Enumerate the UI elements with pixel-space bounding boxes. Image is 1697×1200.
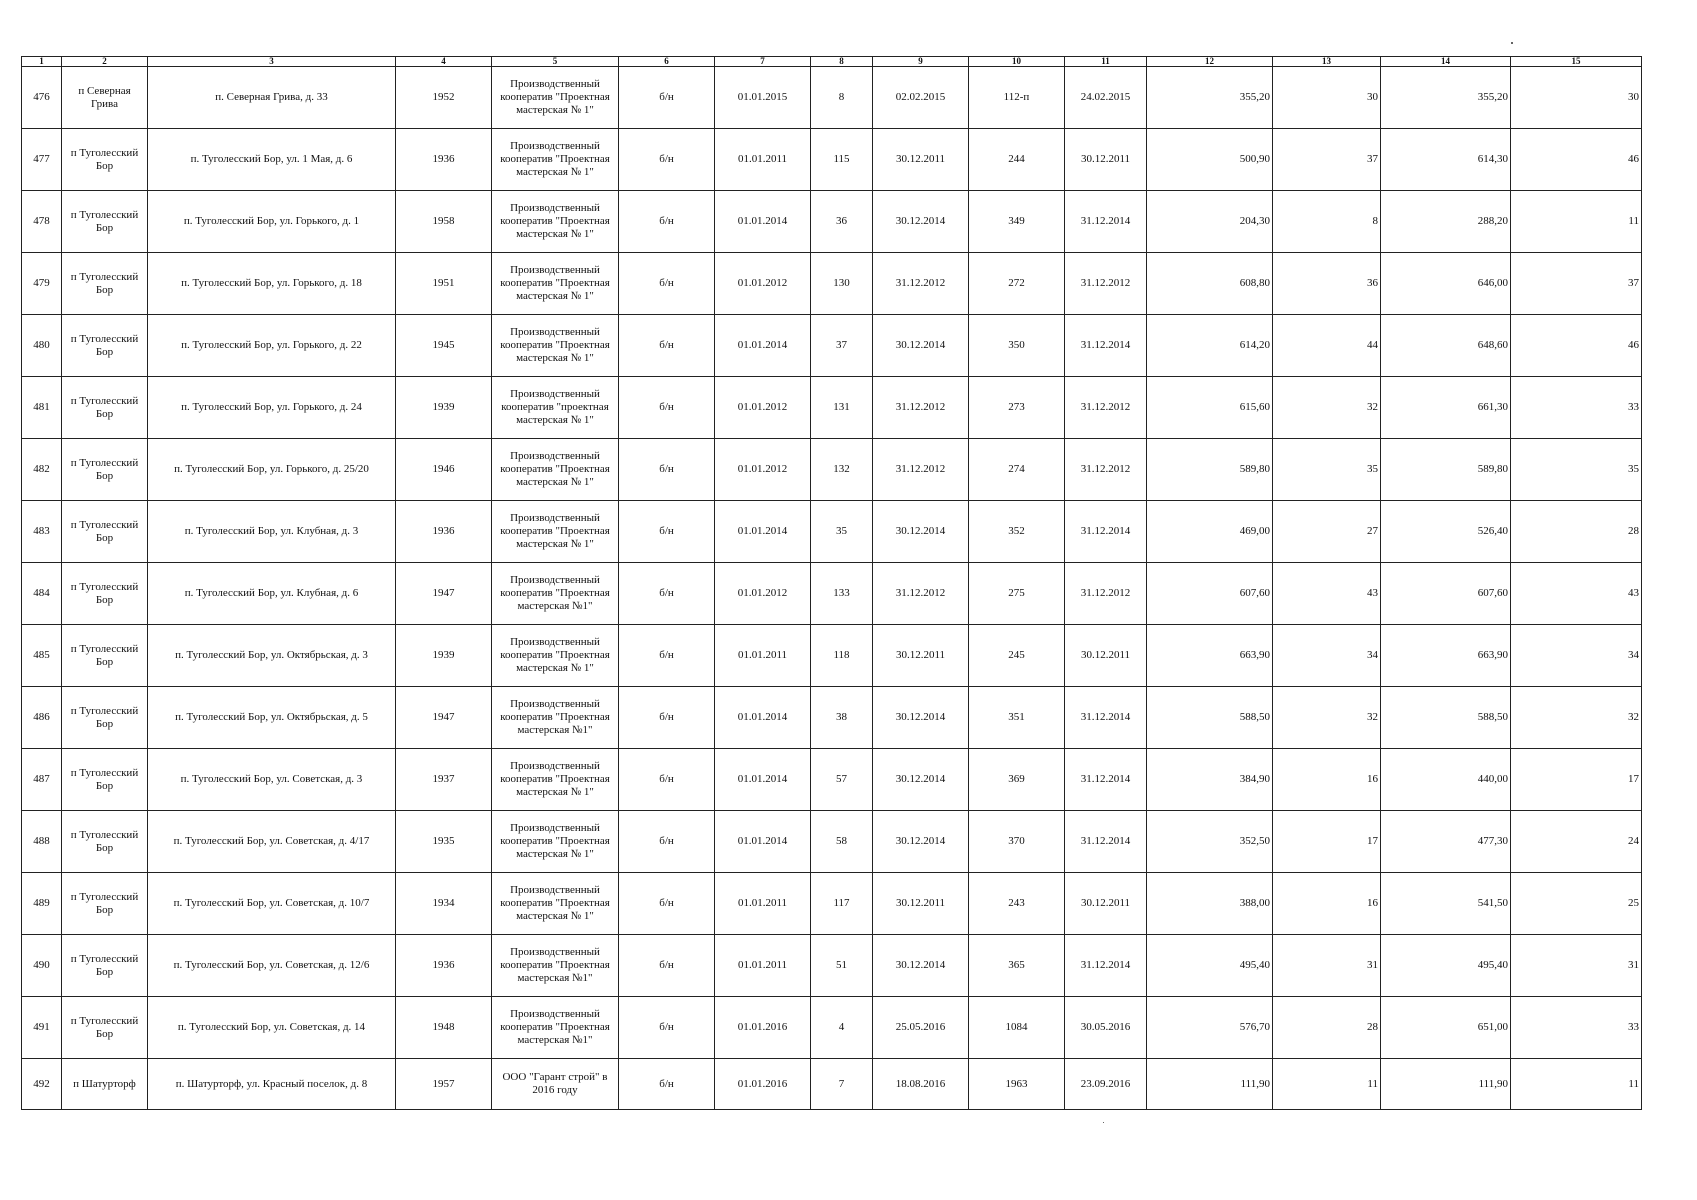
address-cell: п. Туголесский Бор, ул. Горького, д. 18 bbox=[148, 253, 396, 315]
act-date-cell: 31.12.2012 bbox=[1065, 439, 1147, 501]
act-date-cell: 31.12.2014 bbox=[1065, 191, 1147, 253]
start-date-cell: 01.01.2012 bbox=[715, 377, 811, 439]
document-number-cell: б/н bbox=[619, 253, 715, 315]
row-number-cell: 490 bbox=[22, 935, 62, 997]
act-date-cell: 31.12.2012 bbox=[1065, 253, 1147, 315]
area-after-cell: 614,30 bbox=[1381, 129, 1511, 191]
order-number-cell: 58 bbox=[811, 811, 873, 873]
act-number-cell: 245 bbox=[969, 625, 1065, 687]
order-date-cell: 30.12.2014 bbox=[873, 501, 969, 563]
settlement-name-cell: п Туголесский Бор bbox=[62, 811, 148, 873]
settlement-name-cell: п Туголесский Бор bbox=[62, 501, 148, 563]
count-before-cell: 30 bbox=[1273, 67, 1381, 129]
start-date-cell: 01.01.2014 bbox=[715, 811, 811, 873]
start-date-cell: 01.01.2011 bbox=[715, 129, 811, 191]
document-number-cell: б/н bbox=[619, 687, 715, 749]
address-cell: п. Туголесский Бор, ул. Советская, д. 12/6 bbox=[148, 935, 396, 997]
table-row bbox=[22, 997, 1642, 1059]
order-number-cell: 115 bbox=[811, 129, 873, 191]
count-before-cell: 35 bbox=[1273, 439, 1381, 501]
count-before-cell: 32 bbox=[1273, 377, 1381, 439]
contractor-cell: Производственный кооператив "Проектная мастерская № 1" bbox=[492, 811, 619, 873]
act-number-cell: 273 bbox=[969, 377, 1065, 439]
count-after-cell: 46 bbox=[1511, 129, 1642, 191]
area-before-cell: 589,80 bbox=[1147, 439, 1273, 501]
table-row bbox=[22, 873, 1642, 935]
column-header-1: 1 bbox=[22, 57, 62, 67]
settlement-name-cell: п Туголесский Бор bbox=[62, 129, 148, 191]
area-after-cell: 111,90 bbox=[1381, 1059, 1511, 1110]
order-date-cell: 02.02.2015 bbox=[873, 67, 969, 129]
build-year-cell: 1939 bbox=[396, 625, 492, 687]
area-before-cell: 663,90 bbox=[1147, 625, 1273, 687]
document-number-cell: б/н bbox=[619, 811, 715, 873]
act-date-cell: 31.12.2012 bbox=[1065, 563, 1147, 625]
document-number-cell: б/н bbox=[619, 563, 715, 625]
order-date-cell: 31.12.2012 bbox=[873, 377, 969, 439]
area-before-cell: 608,80 bbox=[1147, 253, 1273, 315]
table-row bbox=[22, 67, 1642, 129]
area-after-cell: 651,00 bbox=[1381, 997, 1511, 1059]
start-date-cell: 01.01.2014 bbox=[715, 501, 811, 563]
start-date-cell: 01.01.2016 bbox=[715, 997, 811, 1059]
count-before-cell: 36 bbox=[1273, 253, 1381, 315]
row-number-cell: 476 bbox=[22, 67, 62, 129]
column-header-4: 4 bbox=[396, 57, 492, 67]
header-row bbox=[22, 57, 1642, 67]
area-before-cell: 204,30 bbox=[1147, 191, 1273, 253]
act-date-cell: 31.12.2012 bbox=[1065, 377, 1147, 439]
registry-sheet bbox=[21, 56, 1642, 1110]
settlement-name-cell: п Туголесский Бор bbox=[62, 687, 148, 749]
address-cell: п. Туголесский Бор, ул. Клубная, д. 3 bbox=[148, 501, 396, 563]
act-number-cell: 1084 bbox=[969, 997, 1065, 1059]
act-number-cell: 351 bbox=[969, 687, 1065, 749]
area-before-cell: 111,90 bbox=[1147, 1059, 1273, 1110]
count-before-cell: 37 bbox=[1273, 129, 1381, 191]
document-number-cell: б/н bbox=[619, 129, 715, 191]
address-cell: п. Туголесский Бор, ул. Советская, д. 3 bbox=[148, 749, 396, 811]
count-before-cell: 11 bbox=[1273, 1059, 1381, 1110]
area-before-cell: 469,00 bbox=[1147, 501, 1273, 563]
table-row bbox=[22, 625, 1642, 687]
act-number-cell: 272 bbox=[969, 253, 1065, 315]
settlement-name-cell: п Шатурторф bbox=[62, 1059, 148, 1110]
column-header-10: 10 bbox=[969, 57, 1065, 67]
column-header-9: 9 bbox=[873, 57, 969, 67]
start-date-cell: 01.01.2012 bbox=[715, 439, 811, 501]
contractor-cell: Производственный кооператив "Проектная мастерская № 1" bbox=[492, 315, 619, 377]
count-before-cell: 16 bbox=[1273, 873, 1381, 935]
order-date-cell: 25.05.2016 bbox=[873, 997, 969, 1059]
contractor-cell: Производственный кооператив "Проектная мастерская №1" bbox=[492, 687, 619, 749]
address-cell: п. Туголесский Бор, ул. Советская, д. 14 bbox=[148, 997, 396, 1059]
count-after-cell: 46 bbox=[1511, 315, 1642, 377]
build-year-cell: 1951 bbox=[396, 253, 492, 315]
row-number-cell: 480 bbox=[22, 315, 62, 377]
order-date-cell: 31.12.2012 bbox=[873, 439, 969, 501]
contractor-cell: Производственный кооператив "Проектная мастерская № 1" bbox=[492, 67, 619, 129]
settlement-name-cell: п Туголесский Бор bbox=[62, 315, 148, 377]
count-after-cell: 17 bbox=[1511, 749, 1642, 811]
contractor-cell: Производственный кооператив "Проектная мастерская № 1" bbox=[492, 749, 619, 811]
table-row bbox=[22, 1059, 1642, 1110]
act-number-cell: 244 bbox=[969, 129, 1065, 191]
area-before-cell: 607,60 bbox=[1147, 563, 1273, 625]
build-year-cell: 1937 bbox=[396, 749, 492, 811]
column-header-7: 7 bbox=[715, 57, 811, 67]
area-after-cell: 663,90 bbox=[1381, 625, 1511, 687]
address-cell: п. Туголесский Бор, ул. 1 Мая, д. 6 bbox=[148, 129, 396, 191]
area-after-cell: 526,40 bbox=[1381, 501, 1511, 563]
table-row bbox=[22, 749, 1642, 811]
act-date-cell: 31.12.2014 bbox=[1065, 501, 1147, 563]
document-number-cell: б/н bbox=[619, 377, 715, 439]
table-row bbox=[22, 687, 1642, 749]
column-header-5: 5 bbox=[492, 57, 619, 67]
table-row bbox=[22, 439, 1642, 501]
count-after-cell: 11 bbox=[1511, 191, 1642, 253]
column-number-header bbox=[22, 57, 1642, 67]
build-year-cell: 1939 bbox=[396, 377, 492, 439]
settlement-name-cell: п Туголесский Бор bbox=[62, 625, 148, 687]
build-year-cell: 1958 bbox=[396, 191, 492, 253]
document-number-cell: б/н bbox=[619, 191, 715, 253]
column-header-6: 6 bbox=[619, 57, 715, 67]
area-after-cell: 648,60 bbox=[1381, 315, 1511, 377]
count-after-cell: 43 bbox=[1511, 563, 1642, 625]
column-header-2: 2 bbox=[62, 57, 148, 67]
area-before-cell: 500,90 bbox=[1147, 129, 1273, 191]
order-date-cell: 30.12.2014 bbox=[873, 191, 969, 253]
start-date-cell: 01.01.2014 bbox=[715, 315, 811, 377]
act-date-cell: 30.12.2011 bbox=[1065, 129, 1147, 191]
order-number-cell: 36 bbox=[811, 191, 873, 253]
scan-speck bbox=[1511, 42, 1513, 44]
document-number-cell: б/н bbox=[619, 315, 715, 377]
area-after-cell: 495,40 bbox=[1381, 935, 1511, 997]
act-date-cell: 31.12.2014 bbox=[1065, 811, 1147, 873]
table-row bbox=[22, 315, 1642, 377]
build-year-cell: 1935 bbox=[396, 811, 492, 873]
table-row bbox=[22, 377, 1642, 439]
act-number-cell: 274 bbox=[969, 439, 1065, 501]
registry-table bbox=[21, 56, 1642, 1110]
area-after-cell: 355,20 bbox=[1381, 67, 1511, 129]
build-year-cell: 1952 bbox=[396, 67, 492, 129]
start-date-cell: 01.01.2014 bbox=[715, 191, 811, 253]
address-cell: п. Туголесский Бор, ул. Октябрьская, д. 5 bbox=[148, 687, 396, 749]
order-number-cell: 118 bbox=[811, 625, 873, 687]
address-cell: п. Туголесский Бор, ул. Клубная, д. 6 bbox=[148, 563, 396, 625]
act-date-cell: 31.12.2014 bbox=[1065, 687, 1147, 749]
area-before-cell: 388,00 bbox=[1147, 873, 1273, 935]
count-after-cell: 37 bbox=[1511, 253, 1642, 315]
address-cell: п. Туголесский Бор, ул. Октябрьская, д. 3 bbox=[148, 625, 396, 687]
count-before-cell: 44 bbox=[1273, 315, 1381, 377]
row-number-cell: 477 bbox=[22, 129, 62, 191]
row-number-cell: 485 bbox=[22, 625, 62, 687]
address-cell: п. Туголесский Бор, ул. Горького, д. 22 bbox=[148, 315, 396, 377]
area-after-cell: 541,50 bbox=[1381, 873, 1511, 935]
act-number-cell: 352 bbox=[969, 501, 1065, 563]
address-cell: п. Туголесский Бор, ул. Советская, д. 4/17 bbox=[148, 811, 396, 873]
row-number-cell: 481 bbox=[22, 377, 62, 439]
area-after-cell: 661,30 bbox=[1381, 377, 1511, 439]
area-before-cell: 614,20 bbox=[1147, 315, 1273, 377]
order-number-cell: 4 bbox=[811, 997, 873, 1059]
count-after-cell: 30 bbox=[1511, 67, 1642, 129]
count-before-cell: 34 bbox=[1273, 625, 1381, 687]
row-number-cell: 484 bbox=[22, 563, 62, 625]
build-year-cell: 1936 bbox=[396, 129, 492, 191]
order-date-cell: 30.12.2014 bbox=[873, 687, 969, 749]
count-after-cell: 33 bbox=[1511, 997, 1642, 1059]
table-row bbox=[22, 501, 1642, 563]
settlement-name-cell: п Туголесский Бор bbox=[62, 439, 148, 501]
document-number-cell: б/н bbox=[619, 625, 715, 687]
row-number-cell: 486 bbox=[22, 687, 62, 749]
area-before-cell: 576,70 bbox=[1147, 997, 1273, 1059]
settlement-name-cell: п Туголесский Бор bbox=[62, 253, 148, 315]
count-before-cell: 31 bbox=[1273, 935, 1381, 997]
act-number-cell: 349 bbox=[969, 191, 1065, 253]
address-cell: п. Туголесский Бор, ул. Советская, д. 10/7 bbox=[148, 873, 396, 935]
order-number-cell: 131 bbox=[811, 377, 873, 439]
table-row bbox=[22, 935, 1642, 997]
column-header-14: 14 bbox=[1381, 57, 1511, 67]
area-before-cell: 384,90 bbox=[1147, 749, 1273, 811]
address-cell: п. Туголесский Бор, ул. Горького, д. 24 bbox=[148, 377, 396, 439]
registry-rows bbox=[22, 67, 1642, 1110]
row-number-cell: 479 bbox=[22, 253, 62, 315]
order-number-cell: 57 bbox=[811, 749, 873, 811]
order-number-cell: 132 bbox=[811, 439, 873, 501]
build-year-cell: 1936 bbox=[396, 501, 492, 563]
row-number-cell: 488 bbox=[22, 811, 62, 873]
contractor-cell: Производственный кооператив "Проектная мастерская № 1" bbox=[492, 873, 619, 935]
count-before-cell: 28 bbox=[1273, 997, 1381, 1059]
document-number-cell: б/н bbox=[619, 67, 715, 129]
table-row bbox=[22, 253, 1642, 315]
row-number-cell: 482 bbox=[22, 439, 62, 501]
order-number-cell: 37 bbox=[811, 315, 873, 377]
count-after-cell: 32 bbox=[1511, 687, 1642, 749]
start-date-cell: 01.01.2012 bbox=[715, 253, 811, 315]
settlement-name-cell: п Туголесский Бор bbox=[62, 997, 148, 1059]
area-before-cell: 615,60 bbox=[1147, 377, 1273, 439]
start-date-cell: 01.01.2016 bbox=[715, 1059, 811, 1110]
act-number-cell: 350 bbox=[969, 315, 1065, 377]
document-number-cell: б/н bbox=[619, 997, 715, 1059]
order-number-cell: 117 bbox=[811, 873, 873, 935]
row-number-cell: 483 bbox=[22, 501, 62, 563]
contractor-cell: Производственный кооператив "Проектная мастерская № 1" bbox=[492, 129, 619, 191]
start-date-cell: 01.01.2012 bbox=[715, 563, 811, 625]
order-number-cell: 35 bbox=[811, 501, 873, 563]
build-year-cell: 1957 bbox=[396, 1059, 492, 1110]
count-after-cell: 24 bbox=[1511, 811, 1642, 873]
act-number-cell: 370 bbox=[969, 811, 1065, 873]
order-number-cell: 8 bbox=[811, 67, 873, 129]
count-after-cell: 11 bbox=[1511, 1059, 1642, 1110]
order-date-cell: 18.08.2016 bbox=[873, 1059, 969, 1110]
contractor-cell: Производственный кооператив "Проектная мастерская №1" bbox=[492, 935, 619, 997]
order-number-cell: 38 bbox=[811, 687, 873, 749]
area-before-cell: 355,20 bbox=[1147, 67, 1273, 129]
act-number-cell: 365 bbox=[969, 935, 1065, 997]
start-date-cell: 01.01.2014 bbox=[715, 687, 811, 749]
count-after-cell: 34 bbox=[1511, 625, 1642, 687]
count-before-cell: 32 bbox=[1273, 687, 1381, 749]
build-year-cell: 1945 bbox=[396, 315, 492, 377]
build-year-cell: 1947 bbox=[396, 687, 492, 749]
address-cell: п. Шатурторф, ул. Красный поселок, д. 8 bbox=[148, 1059, 396, 1110]
area-before-cell: 495,40 bbox=[1147, 935, 1273, 997]
area-before-cell: 588,50 bbox=[1147, 687, 1273, 749]
order-number-cell: 7 bbox=[811, 1059, 873, 1110]
order-date-cell: 30.12.2014 bbox=[873, 315, 969, 377]
column-header-11: 11 bbox=[1065, 57, 1147, 67]
area-after-cell: 646,00 bbox=[1381, 253, 1511, 315]
order-number-cell: 51 bbox=[811, 935, 873, 997]
order-date-cell: 31.12.2012 bbox=[873, 563, 969, 625]
table-row bbox=[22, 811, 1642, 873]
document-number-cell: б/н bbox=[619, 1059, 715, 1110]
start-date-cell: 01.01.2015 bbox=[715, 67, 811, 129]
area-after-cell: 607,60 bbox=[1381, 563, 1511, 625]
start-date-cell: 01.01.2014 bbox=[715, 749, 811, 811]
start-date-cell: 01.01.2011 bbox=[715, 625, 811, 687]
contractor-cell: Производственный кооператив "проектная мастерская № 1" bbox=[492, 377, 619, 439]
count-before-cell: 16 bbox=[1273, 749, 1381, 811]
row-number-cell: 478 bbox=[22, 191, 62, 253]
table-row bbox=[22, 191, 1642, 253]
count-after-cell: 31 bbox=[1511, 935, 1642, 997]
area-before-cell: 352,50 bbox=[1147, 811, 1273, 873]
settlement-name-cell: п Туголесский Бор bbox=[62, 873, 148, 935]
act-date-cell: 30.12.2011 bbox=[1065, 625, 1147, 687]
settlement-name-cell: п Туголесский Бор bbox=[62, 191, 148, 253]
row-number-cell: 487 bbox=[22, 749, 62, 811]
count-before-cell: 43 bbox=[1273, 563, 1381, 625]
act-date-cell: 31.12.2014 bbox=[1065, 749, 1147, 811]
act-number-cell: 112-п bbox=[969, 67, 1065, 129]
settlement-name-cell: п Туголесский Бор bbox=[62, 749, 148, 811]
document-number-cell: б/н bbox=[619, 749, 715, 811]
act-date-cell: 23.09.2016 bbox=[1065, 1059, 1147, 1110]
column-header-8: 8 bbox=[811, 57, 873, 67]
act-number-cell: 243 bbox=[969, 873, 1065, 935]
count-before-cell: 27 bbox=[1273, 501, 1381, 563]
contractor-cell: Производственный кооператив "Проектная мастерская № 1" bbox=[492, 191, 619, 253]
contractor-cell: Производственный кооператив "Проектная мастерская № 1" bbox=[492, 501, 619, 563]
address-cell: п. Туголесский Бор, ул. Горького, д. 1 bbox=[148, 191, 396, 253]
build-year-cell: 1934 bbox=[396, 873, 492, 935]
table-row bbox=[22, 129, 1642, 191]
act-date-cell: 31.12.2014 bbox=[1065, 315, 1147, 377]
count-after-cell: 35 bbox=[1511, 439, 1642, 501]
act-date-cell: 31.12.2014 bbox=[1065, 935, 1147, 997]
order-date-cell: 31.12.2012 bbox=[873, 253, 969, 315]
order-date-cell: 30.12.2011 bbox=[873, 129, 969, 191]
contractor-cell: Производственный кооператив "Проектная мастерская № 1" bbox=[492, 253, 619, 315]
count-after-cell: 25 bbox=[1511, 873, 1642, 935]
act-date-cell: 30.12.2011 bbox=[1065, 873, 1147, 935]
row-number-cell: 489 bbox=[22, 873, 62, 935]
settlement-name-cell: п Туголесский Бор bbox=[62, 377, 148, 439]
count-before-cell: 8 bbox=[1273, 191, 1381, 253]
order-date-cell: 30.12.2014 bbox=[873, 935, 969, 997]
column-header-12: 12 bbox=[1147, 57, 1273, 67]
act-date-cell: 24.02.2015 bbox=[1065, 67, 1147, 129]
column-header-13: 13 bbox=[1273, 57, 1381, 67]
act-date-cell: 30.05.2016 bbox=[1065, 997, 1147, 1059]
build-year-cell: 1946 bbox=[396, 439, 492, 501]
act-number-cell: 275 bbox=[969, 563, 1065, 625]
address-cell: п. Северная Грива, д. 33 bbox=[148, 67, 396, 129]
order-date-cell: 30.12.2011 bbox=[873, 873, 969, 935]
document-number-cell: б/н bbox=[619, 501, 715, 563]
build-year-cell: 1947 bbox=[396, 563, 492, 625]
contractor-cell: Производственный кооператив "Проектная мастерская №1" bbox=[492, 563, 619, 625]
settlement-name-cell: п Туголесский Бор bbox=[62, 563, 148, 625]
table-row bbox=[22, 563, 1642, 625]
order-date-cell: 30.12.2014 bbox=[873, 811, 969, 873]
area-after-cell: 477,30 bbox=[1381, 811, 1511, 873]
settlement-name-cell: п Туголесский Бор bbox=[62, 935, 148, 997]
build-year-cell: 1936 bbox=[396, 935, 492, 997]
start-date-cell: 01.01.2011 bbox=[715, 935, 811, 997]
count-after-cell: 33 bbox=[1511, 377, 1642, 439]
area-after-cell: 589,80 bbox=[1381, 439, 1511, 501]
count-before-cell: 17 bbox=[1273, 811, 1381, 873]
address-cell: п. Туголесский Бор, ул. Горького, д. 25/20 bbox=[148, 439, 396, 501]
column-header-3: 3 bbox=[148, 57, 396, 67]
contractor-cell: ООО "Гарант строй" в 2016 году bbox=[492, 1059, 619, 1110]
scan-speck bbox=[1103, 1122, 1104, 1123]
count-after-cell: 28 bbox=[1511, 501, 1642, 563]
contractor-cell: Производственный кооператив "Проектная мастерская №1" bbox=[492, 997, 619, 1059]
contractor-cell: Производственный кооператив "Проектная мастерская № 1" bbox=[492, 439, 619, 501]
document-number-cell: б/н bbox=[619, 439, 715, 501]
act-number-cell: 1963 bbox=[969, 1059, 1065, 1110]
contractor-cell: Производственный кооператив "Проектная мастерская № 1" bbox=[492, 625, 619, 687]
column-header-15: 15 bbox=[1511, 57, 1642, 67]
act-number-cell: 369 bbox=[969, 749, 1065, 811]
order-number-cell: 133 bbox=[811, 563, 873, 625]
build-year-cell: 1948 bbox=[396, 997, 492, 1059]
settlement-name-cell: п Северная Грива bbox=[62, 67, 148, 129]
document-number-cell: б/н bbox=[619, 935, 715, 997]
order-date-cell: 30.12.2011 bbox=[873, 625, 969, 687]
area-after-cell: 440,00 bbox=[1381, 749, 1511, 811]
row-number-cell: 491 bbox=[22, 997, 62, 1059]
area-after-cell: 288,20 bbox=[1381, 191, 1511, 253]
start-date-cell: 01.01.2011 bbox=[715, 873, 811, 935]
row-number-cell: 492 bbox=[22, 1059, 62, 1110]
order-number-cell: 130 bbox=[811, 253, 873, 315]
order-date-cell: 30.12.2014 bbox=[873, 749, 969, 811]
document-number-cell: б/н bbox=[619, 873, 715, 935]
area-after-cell: 588,50 bbox=[1381, 687, 1511, 749]
